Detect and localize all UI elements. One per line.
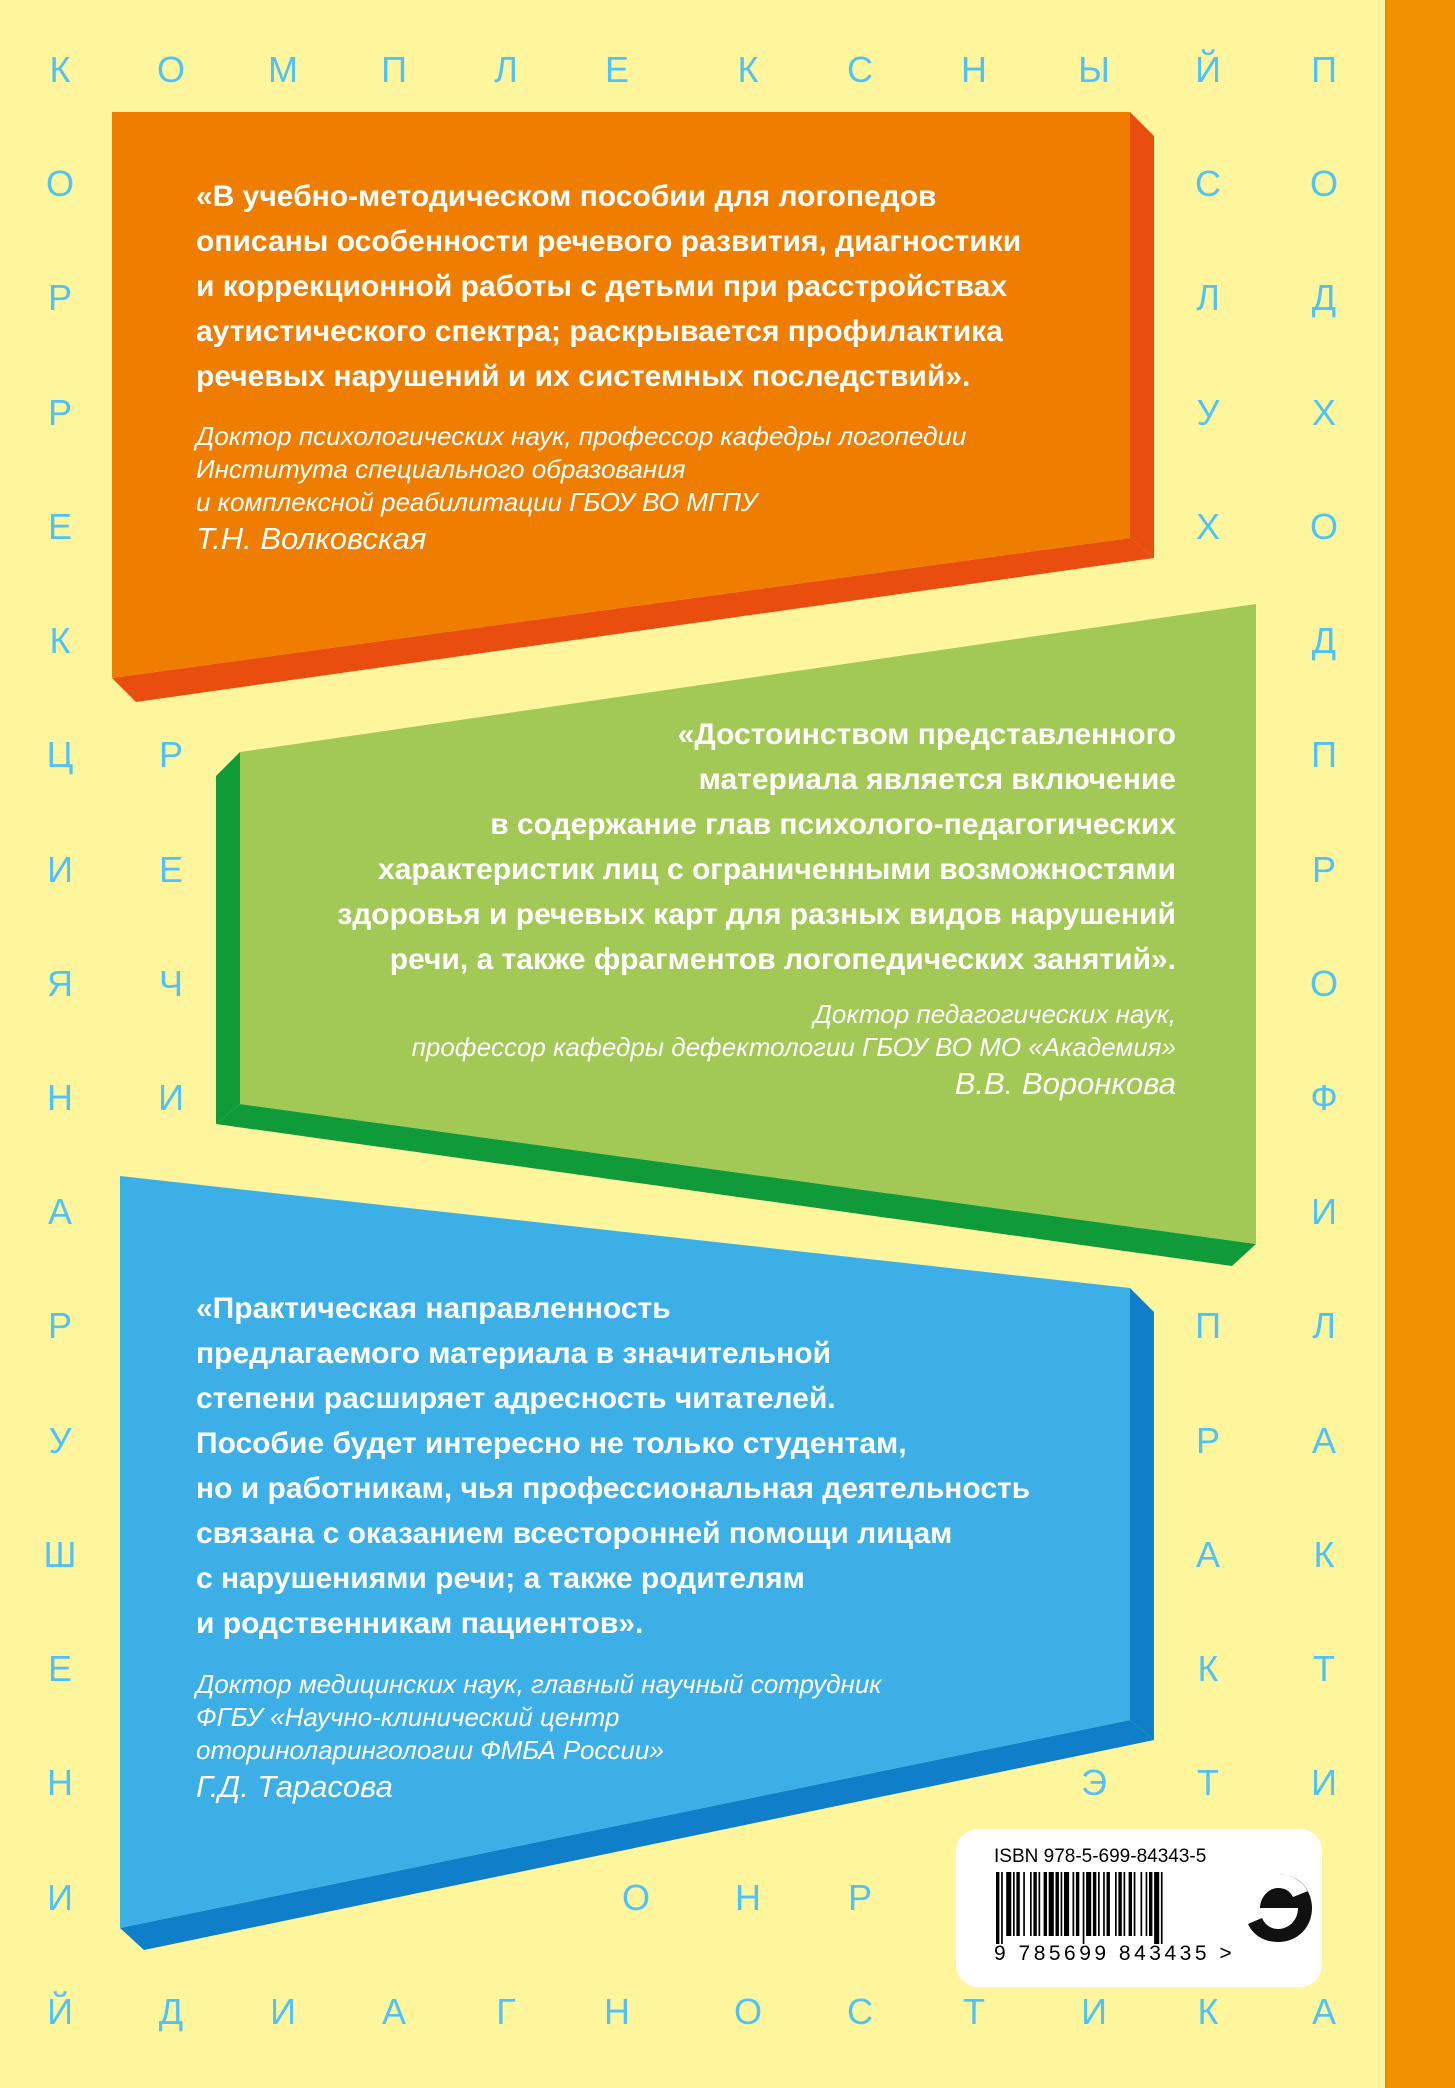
border-letter: С [847, 49, 873, 90]
border-letter: Т [1313, 1648, 1335, 1689]
border-letter: П [1311, 734, 1337, 775]
blue-panel-side [1130, 1288, 1154, 1740]
review-3-quote [196, 1286, 1096, 1646]
border-letter: И [1311, 1762, 1337, 1803]
barcode [996, 1872, 1226, 1944]
border-letter: К [1313, 1534, 1335, 1575]
attribution-line: Института специального образования [196, 454, 686, 484]
isbn-label: ISBN 978-5-699-84343-5 [994, 1846, 1207, 1867]
barcode-bar [1141, 1872, 1143, 1936]
border-letter: Е [47, 506, 72, 547]
border-letter: К [737, 49, 759, 90]
border-letter: Ф [1310, 1077, 1338, 1118]
border-letter: Е [158, 849, 183, 890]
barcode-bar [1134, 1872, 1136, 1936]
barcode-bar [1044, 1872, 1047, 1936]
border-letter: М [268, 49, 298, 90]
barcode-bar [1016, 1872, 1019, 1936]
barcode-bar [1006, 1872, 1011, 1936]
border-letter: Р [158, 734, 183, 775]
attribution-line: Доктор педагогических наук, [813, 999, 1176, 1029]
border-letter: К [1197, 1648, 1219, 1689]
border-letter: И [47, 1877, 73, 1918]
attribution-line: и комплексной реабилитации ГБОУ ВО МГПУ [196, 487, 758, 517]
review-1-attribution [196, 420, 1096, 519]
isbn-digits: 9 785699 843435 > [994, 1942, 1236, 1965]
barcode-bar [1064, 1872, 1069, 1936]
border-letter: О [156, 49, 185, 90]
border-letter: Т [963, 1991, 985, 2032]
border-letter: Х [1195, 506, 1220, 547]
barcode-bar [1030, 1872, 1032, 1936]
border-letter: Э [1081, 1762, 1107, 1803]
quote-line: характеристик лиц с ограниченными возможностями [377, 853, 1176, 886]
barcode-bar [1124, 1872, 1126, 1936]
border-letter: О [1309, 163, 1338, 204]
barcode-bar [1154, 1872, 1159, 1944]
review-2 [260, 712, 1176, 1104]
border-letter: Я [47, 963, 73, 1004]
barcode-bar [1083, 1872, 1085, 1944]
border-letter: Г [496, 1991, 516, 2032]
attribution-line: ФГБУ «Научно-клинический центр [196, 1702, 620, 1732]
quote-line: «В учебно-методическом пособии для логопедов [196, 180, 937, 213]
border-letter: Й [1195, 49, 1221, 90]
border-letter: А [1311, 1991, 1336, 2032]
border-letter: П [1195, 1305, 1221, 1346]
barcode-bar [1129, 1872, 1132, 1936]
quote-line: Пособие будет интересно не только студентам, [196, 1427, 907, 1460]
review-3-attribution [196, 1668, 1096, 1767]
quote-line: но и работникам, чья профессиональная деятельность [196, 1472, 1031, 1505]
eksmo-logo-icon [1238, 1868, 1318, 1948]
attribution-line: Доктор психологических наук, профессор кафедры логопедии [196, 421, 967, 451]
barcode-bar [1001, 1872, 1003, 1944]
border-letter: Е [604, 49, 629, 90]
review-3 [196, 1286, 1096, 1807]
quote-line: описаны особенности речевого развития, диагностики [196, 225, 1022, 258]
border-letter: А [1311, 1420, 1336, 1461]
border-letter: А [381, 1991, 406, 2032]
orange-panel-side [1130, 112, 1154, 558]
border-letter: Р [847, 1877, 872, 1918]
border-letter: Н [961, 49, 987, 90]
border-letter: Н [604, 1991, 630, 2032]
border-letter: О [1309, 963, 1338, 1004]
quote-line: предлагаемого материала в значительной [196, 1337, 832, 1370]
quote-line: в содержание глав психолого-педагогических [490, 808, 1176, 841]
barcode-bar [1076, 1872, 1079, 1936]
border-letter: О [1309, 506, 1338, 547]
quote-line: и родственникам пациентов». [196, 1607, 644, 1640]
review-3-author: Г.Д. Тарасова [196, 1769, 393, 1804]
barcode-bar [1103, 1872, 1105, 1936]
border-letter: Л [494, 49, 518, 90]
border-letter: Л [1196, 277, 1220, 318]
quote-line: материала является включение [698, 763, 1176, 796]
border-letter: Д [158, 1991, 184, 2032]
border-letter: К [49, 620, 71, 661]
barcode-bar [1115, 1872, 1117, 1936]
review-2-attribution [260, 998, 1176, 1064]
border-letter: П [381, 49, 407, 90]
barcode-bar [1149, 1872, 1152, 1936]
barcode-bar [1093, 1872, 1096, 1936]
quote-line: и коррекционной работы с детьми при расстройствах [196, 270, 1008, 303]
barcode-bar [1073, 1872, 1075, 1936]
quote-line: связана с оказанием всесторонней помощи лицам [196, 1517, 953, 1550]
border-letter: И [47, 849, 73, 890]
quote-line: с нарушениями речи; а также родителям [196, 1562, 805, 1595]
border-letter: С [1195, 163, 1221, 204]
border-letter: И [1081, 1991, 1107, 2032]
border-letter: О [621, 1877, 650, 1918]
quote-line: степени расширяет адресность читателей. [196, 1382, 836, 1415]
barcode-bar [1013, 1872, 1015, 1936]
barcode-bar [1056, 1872, 1059, 1936]
border-letter: Ш [43, 1534, 77, 1575]
barcode-bar [1049, 1872, 1054, 1936]
border-letter: Д [1311, 620, 1337, 661]
barcode-bar [1161, 1872, 1163, 1944]
border-letter: О [733, 1991, 762, 2032]
attribution-line: оториноларингологии ФМБА России» [196, 1735, 664, 1765]
border-letter: У [48, 1420, 72, 1461]
barcode-bar [1107, 1872, 1110, 1936]
border-letter: Ц [46, 734, 74, 775]
barcode-bar [996, 1872, 999, 1944]
border-letter: Р [47, 392, 72, 433]
border-letter: Р [1195, 1420, 1220, 1461]
barcode-bar [1086, 1872, 1091, 1936]
barcode-bar [1146, 1872, 1148, 1936]
border-letter: О [45, 163, 74, 204]
border-letter: И [1311, 1191, 1337, 1232]
border-letter: К [49, 49, 71, 90]
border-letter: Ы [1078, 49, 1110, 90]
quote-line: здоровья и речевых карт для разных видов нарушений [337, 898, 1176, 931]
attribution-line: профессор кафедры дефектологии ГБОУ ВО МО «Академия» [411, 1032, 1176, 1062]
border-letter: Е [47, 1648, 72, 1689]
border-letter: П [1311, 49, 1337, 90]
review-1 [196, 174, 1096, 559]
attribution-line: Доктор медицинских наук, главный научный сотрудник [196, 1669, 882, 1699]
border-letter: У [1196, 392, 1220, 433]
border-letter: Т [1197, 1762, 1219, 1803]
border-letter: Й [47, 1991, 73, 2032]
review-1-quote [196, 174, 1096, 399]
border-letter: Р [1311, 849, 1336, 890]
barcode-bar [1033, 1872, 1036, 1936]
review-1-author: Т.Н. Волковская [196, 521, 427, 556]
border-letter: А [1195, 1534, 1220, 1575]
barcode-bar [1023, 1872, 1025, 1936]
border-letter: Х [1311, 392, 1336, 433]
border-letter: Л [1312, 1305, 1336, 1346]
border-letter: С [847, 1991, 873, 2032]
barcode-bar [1039, 1872, 1041, 1936]
border-letter: Н [47, 1077, 73, 1118]
review-2-quote [260, 712, 1176, 982]
border-letter: И [270, 1991, 296, 2032]
green-panel-side [216, 752, 240, 1124]
border-letter: К [1197, 1991, 1219, 2032]
border-letter: Ч [159, 963, 183, 1004]
border-letter: Д [1311, 277, 1337, 318]
quote-line: аутистического спектра; раскрывается профилактика [196, 315, 1003, 348]
quote-line: «Достоинством представленного [677, 718, 1176, 751]
border-letter: Р [47, 277, 72, 318]
quote-line: «Практическая направленность [196, 1292, 671, 1325]
border-letter: И [158, 1077, 184, 1118]
border-letter: А [47, 1191, 72, 1232]
barcode-bar [1118, 1872, 1121, 1936]
border-letter: Р [47, 1305, 72, 1346]
review-2-author: В.В. Воронкова [954, 1066, 1176, 1101]
quote-line: речевых нарушений и их системных последствий». [196, 360, 971, 393]
border-letter: Н [735, 1877, 761, 1918]
barcode-bar [1061, 1872, 1063, 1936]
quote-line: речи, а также фрагментов логопедических занятий». [389, 943, 1176, 976]
barcode-bar [1098, 1872, 1100, 1936]
border-letter: Н [47, 1762, 73, 1803]
